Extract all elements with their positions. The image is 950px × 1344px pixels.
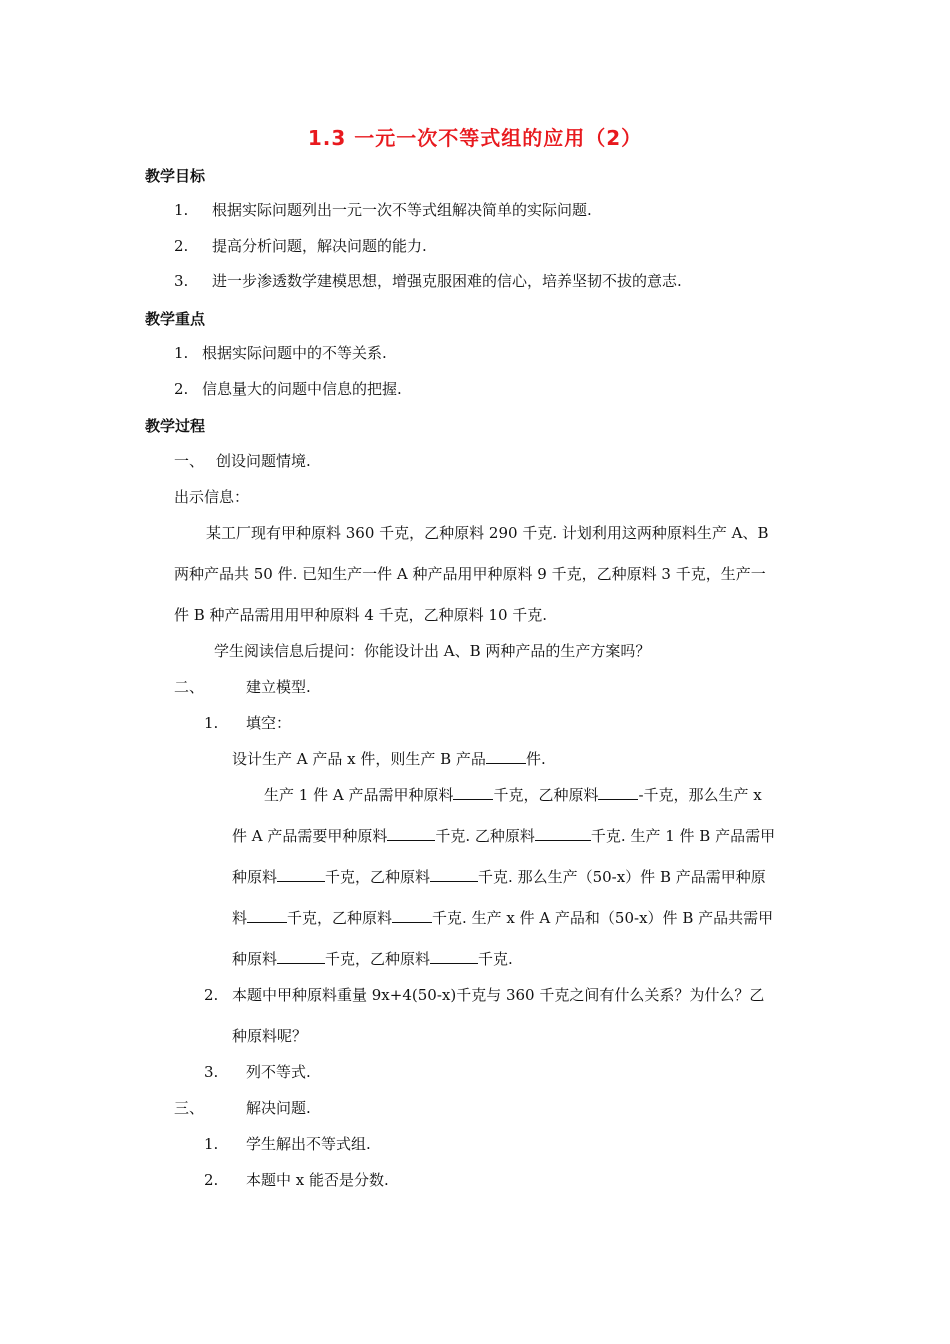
question-two-cont: 种原料呢？: [232, 1027, 308, 1045]
answer-blank[interactable]: [598, 785, 638, 800]
fill-text: 种原料: [232, 868, 278, 886]
answer-blank[interactable]: [392, 908, 432, 923]
problem-line: 某工厂现有甲种原料 360 千克，乙种原料 290 千克. 计划利用这两种原料生产 A、B: [206, 524, 769, 542]
section-number: 二、: [174, 678, 205, 696]
section-number: 一、: [174, 452, 205, 470]
section-number: 三、: [174, 1099, 205, 1117]
section-one: [174, 451, 311, 471]
item-number: 2.: [174, 380, 189, 398]
student-question: 学生阅读信息后提问：你能设计出 A、B 两种产品的生产方案吗？: [214, 642, 651, 660]
fill-text: 料: [232, 909, 248, 927]
item-text: 本题中甲种原料重量 9x+4(50-x)千克与 360 千克之间有什么关系？为什么？乙: [232, 986, 765, 1004]
answer-blank[interactable]: [430, 867, 478, 882]
item-number: 2.: [174, 237, 189, 255]
fill-text: 设计生产 A 产品 x 件，则生产 B 产品: [232, 750, 486, 768]
answer-blank[interactable]: [535, 826, 591, 841]
item-number: 1.: [204, 714, 219, 732]
section-three: [174, 1098, 311, 1118]
item-text: 学生解出不等式组.: [246, 1135, 371, 1153]
problem-line: 件 B 种产品需用用甲种原料 4 千克，乙种原料 10 千克.: [174, 606, 548, 624]
answer-blank[interactable]: [453, 785, 493, 800]
page-title: 1.3 一元一次不等式组的应用（2）: [307, 126, 643, 150]
fill-text: 千克. 生产 1 件 B 产品需甲: [590, 827, 776, 845]
fill-line: [232, 949, 513, 969]
item-text: 进一步渗透数学建模思想，增强克服困难的信心，培养坚韧不拔的意志.: [212, 272, 682, 290]
item-number: 3.: [174, 272, 189, 290]
question-three: [204, 1062, 311, 1082]
answer-blank[interactable]: [247, 908, 287, 923]
section-title: 解决问题.: [246, 1099, 311, 1117]
section-two: [174, 677, 311, 697]
fill-text: 千克. 乙种原料: [435, 827, 535, 845]
item-text: 填空：: [246, 714, 292, 732]
item-text: 根据实际问题中的不等关系.: [202, 344, 387, 362]
fill-text: 件 A 产品需要甲种原料: [232, 827, 388, 845]
item-text: 本题中 x 能否是分数.: [246, 1171, 389, 1189]
item-text: 提高分析问题，解决问题的能力.: [212, 237, 427, 255]
answer-blank[interactable]: [387, 826, 435, 841]
answer-blank[interactable]: [486, 749, 526, 764]
item-text: 根据实际问题列出一元一次不等式组解决简单的实际问题.: [212, 201, 592, 219]
item-number: 2.: [204, 1171, 219, 1189]
answer-blank[interactable]: [277, 949, 325, 964]
show-info-label: 出示信息：: [174, 488, 250, 506]
item-text: 信息量大的问题中信息的把握.: [202, 380, 402, 398]
answer-blank[interactable]: [430, 949, 478, 964]
fill-heading: [204, 713, 291, 733]
item-number: 1.: [204, 1135, 219, 1153]
fill-text: 生产 1 件 A 产品需甲种原料: [264, 786, 454, 804]
item-number: 3.: [204, 1063, 219, 1081]
goals-heading: 教学目标: [145, 167, 206, 185]
fill-line: [232, 908, 773, 928]
section-title: 创设问题情境.: [216, 452, 311, 470]
list-item: [174, 271, 682, 291]
item-number: 1.: [174, 344, 189, 362]
item-text: 列不等式.: [246, 1063, 311, 1081]
problem-line: 两种产品共 50 件. 已知生产一件 A 种产品用甲种原料 9 千克，乙种原料 3 千克，生产一: [174, 565, 766, 583]
fill-line: [232, 867, 766, 887]
fill-text: 千克，乙种原料: [325, 868, 431, 886]
answer-blank[interactable]: [277, 867, 325, 882]
fill-text: 千克，乙种原料: [287, 909, 393, 927]
list-item: [204, 1170, 389, 1190]
list-item: [174, 343, 387, 363]
list-item: [204, 1134, 371, 1154]
list-item: [174, 379, 402, 399]
process-heading: 教学过程: [145, 417, 206, 435]
fill-text: 千克，乙种原料: [325, 950, 431, 968]
fill-line: [264, 785, 762, 805]
fill-text: 种原料: [232, 950, 278, 968]
fill-text: 千克.: [478, 950, 513, 968]
section-title: 建立模型.: [246, 678, 311, 696]
fill-text: 件.: [525, 750, 546, 768]
fill-line: [232, 826, 775, 846]
fill-text: -千克，那么生产 x: [638, 786, 762, 804]
keypoints-heading: 教学重点: [145, 310, 206, 328]
item-number: 2.: [204, 986, 219, 1004]
fill-line: [232, 749, 546, 769]
item-number: 1.: [174, 201, 189, 219]
fill-text: 千克. 生产 x 件 A 产品和（50-x）件 B 产品共需甲: [432, 909, 774, 927]
list-item: [174, 236, 427, 256]
fill-text: 千克，乙种原料: [493, 786, 599, 804]
fill-text: 千克. 那么生产（50-x）件 B 产品需甲种原: [478, 868, 766, 886]
question-two: [204, 985, 764, 1005]
list-item: [174, 200, 592, 220]
